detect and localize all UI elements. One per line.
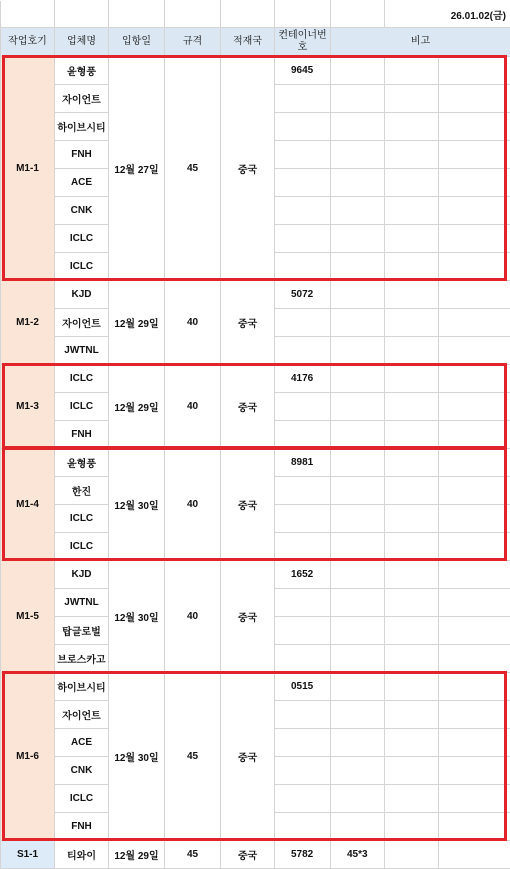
remark-cell	[439, 85, 510, 113]
origin-cell: 중국	[221, 561, 275, 673]
company-cell: ICLC	[55, 225, 109, 253]
remark-cell	[385, 141, 439, 169]
remark-cell	[439, 449, 510, 477]
remark-cell	[439, 561, 510, 589]
table-row	[1, 57, 510, 85]
remark-cell	[331, 337, 385, 365]
container-cell	[275, 701, 331, 729]
arrival-cell: 12월 29일	[109, 365, 165, 449]
table-row	[1, 281, 510, 309]
remark-cell	[331, 57, 385, 85]
spec-cell: 40	[165, 281, 221, 365]
remark-cell	[331, 393, 385, 421]
container-cell	[275, 785, 331, 813]
header-company: 업체명	[55, 28, 109, 57]
origin-cell: 중국	[221, 365, 275, 449]
remark-cell	[385, 589, 439, 617]
remark-cell	[385, 197, 439, 225]
remark-cell	[385, 421, 439, 449]
container-cell: 0515	[275, 673, 331, 701]
remark-cell	[439, 505, 510, 533]
remark-cell	[331, 225, 385, 253]
remark-cell	[439, 113, 510, 141]
company-cell: ICLC	[55, 785, 109, 813]
container-cell	[275, 589, 331, 617]
container-cell	[275, 113, 331, 141]
container-cell: 5072	[275, 281, 331, 309]
remark-cell	[331, 729, 385, 757]
remark-cell	[331, 617, 385, 645]
company-cell: 윤형풍	[55, 449, 109, 477]
arrival-cell: 12월 29일	[109, 841, 165, 869]
spec-cell: 40	[165, 449, 221, 561]
table-row	[1, 449, 510, 477]
container-cell	[275, 253, 331, 281]
remark-cell	[385, 225, 439, 253]
remark-cell	[331, 449, 385, 477]
remark-cell	[385, 393, 439, 421]
company-cell: ICLC	[55, 533, 109, 561]
company-cell: 자이언트	[55, 701, 109, 729]
company-cell: 자이언트	[55, 309, 109, 337]
spec-cell: 40	[165, 561, 221, 673]
remark-cell	[331, 701, 385, 729]
container-cell	[275, 477, 331, 505]
process-cell: M1-4	[1, 449, 55, 561]
process-cell: M1-1	[1, 57, 55, 281]
container-cell	[275, 141, 331, 169]
container-cell	[275, 813, 331, 841]
remark-cell	[331, 673, 385, 701]
remark-cell	[331, 813, 385, 841]
container-cell: 9645	[275, 57, 331, 85]
container-cell	[275, 393, 331, 421]
origin-cell: 중국	[221, 841, 275, 869]
remark-cell	[331, 85, 385, 113]
container-cell	[275, 729, 331, 757]
remark-cell	[439, 757, 510, 785]
remark-cell	[385, 253, 439, 281]
company-cell: FNH	[55, 421, 109, 449]
remark-cell	[331, 421, 385, 449]
company-cell: JWTNL	[55, 589, 109, 617]
arrival-cell: 12월 29일	[109, 281, 165, 365]
report-date: 26.01.02(금)	[385, 1, 510, 28]
container-cell	[275, 197, 331, 225]
remark-cell	[331, 757, 385, 785]
remark-cell	[331, 505, 385, 533]
remark-cell	[439, 393, 510, 421]
origin-cell: 중국	[221, 449, 275, 561]
header-origin: 적재국	[221, 28, 275, 57]
container-cell	[275, 645, 331, 673]
remark-cell	[385, 477, 439, 505]
company-cell: 티와이	[55, 841, 109, 869]
remark-cell	[439, 533, 510, 561]
company-cell: 윤형풍	[55, 57, 109, 85]
header-remarks: 비고	[331, 28, 510, 57]
container-cell	[275, 757, 331, 785]
remark-cell	[439, 169, 510, 197]
company-cell: 탑글로벌	[55, 617, 109, 645]
remark-cell	[331, 533, 385, 561]
remark-cell	[439, 729, 510, 757]
remark-cell	[385, 113, 439, 141]
remark-cell	[439, 57, 510, 85]
remark-cell	[439, 365, 510, 393]
company-cell: CNK	[55, 197, 109, 225]
remark-cell	[331, 113, 385, 141]
spec-cell: 40	[165, 365, 221, 449]
remark-cell	[385, 85, 439, 113]
remark-cell	[385, 533, 439, 561]
remark-cell	[439, 645, 510, 673]
remark-cell	[331, 477, 385, 505]
remark-cell	[385, 617, 439, 645]
company-cell: ICLC	[55, 505, 109, 533]
container-cell: 8981	[275, 449, 331, 477]
company-cell: KJD	[55, 561, 109, 589]
remark-cell	[385, 785, 439, 813]
container-cell	[275, 505, 331, 533]
remark-cell	[385, 365, 439, 393]
process-cell: M1-3	[1, 365, 55, 449]
company-cell: FNH	[55, 141, 109, 169]
remark-cell	[439, 225, 510, 253]
remark-cell	[385, 729, 439, 757]
container-cell	[275, 421, 331, 449]
company-cell: 브로스카고	[55, 645, 109, 673]
remark-cell	[439, 617, 510, 645]
company-cell: ACE	[55, 169, 109, 197]
remark-cell	[439, 421, 510, 449]
remark-cell	[439, 673, 510, 701]
remark-cell	[385, 169, 439, 197]
arrival-cell: 12월 30일	[109, 561, 165, 673]
header-arrival: 입항일	[109, 28, 165, 57]
remark-cell	[331, 589, 385, 617]
remark-cell	[439, 813, 510, 841]
spec-cell: 45	[165, 841, 221, 869]
remark-cell	[439, 589, 510, 617]
remark-cell	[331, 645, 385, 673]
remark-cell	[385, 57, 439, 85]
company-cell: 자이언트	[55, 85, 109, 113]
remark-cell	[331, 253, 385, 281]
company-cell: FNH	[55, 813, 109, 841]
origin-cell: 중국	[221, 673, 275, 841]
table-row	[1, 673, 510, 701]
remark-cell: 45*3	[331, 841, 385, 869]
remark-cell	[385, 841, 439, 869]
remark-cell	[439, 701, 510, 729]
header-row	[1, 28, 510, 57]
company-cell: 하이브시티	[55, 113, 109, 141]
process-cell: M1-6	[1, 673, 55, 841]
process-cell: M1-5	[1, 561, 55, 673]
remark-cell	[385, 505, 439, 533]
remark-cell	[331, 561, 385, 589]
remark-cell	[439, 253, 510, 281]
remark-cell	[331, 197, 385, 225]
remark-cell	[331, 169, 385, 197]
container-cell	[275, 169, 331, 197]
arrival-cell: 12월 30일	[109, 449, 165, 561]
container-cell: 1652	[275, 561, 331, 589]
remark-cell	[331, 309, 385, 337]
header-container: 컨테이너번호	[275, 28, 331, 57]
remark-cell	[385, 309, 439, 337]
company-cell: ICLC	[55, 365, 109, 393]
company-cell: CNK	[55, 757, 109, 785]
company-cell: ICLC	[55, 253, 109, 281]
remark-cell	[439, 309, 510, 337]
remark-cell	[385, 337, 439, 365]
company-cell: ACE	[55, 729, 109, 757]
remark-cell	[385, 813, 439, 841]
container-cell	[275, 337, 331, 365]
remark-cell	[439, 841, 510, 869]
remark-cell	[439, 197, 510, 225]
container-cell	[275, 617, 331, 645]
remark-cell	[439, 141, 510, 169]
container-cell	[275, 309, 331, 337]
container-cell: 5782	[275, 841, 331, 869]
remark-cell	[385, 757, 439, 785]
company-cell: 한진	[55, 477, 109, 505]
spec-cell: 45	[165, 57, 221, 281]
origin-cell: 중국	[221, 57, 275, 281]
remark-cell	[385, 281, 439, 309]
origin-cell: 중국	[221, 281, 275, 365]
header-process: 작업호기	[1, 28, 55, 57]
remark-cell	[331, 141, 385, 169]
remark-cell	[331, 785, 385, 813]
container-cell: 4176	[275, 365, 331, 393]
container-cell	[275, 85, 331, 113]
table-row	[1, 365, 510, 393]
company-cell: ICLC	[55, 393, 109, 421]
remark-cell	[385, 673, 439, 701]
remark-cell	[439, 281, 510, 309]
remark-cell	[439, 477, 510, 505]
header-spec: 규격	[165, 28, 221, 57]
arrival-cell: 12월 30일	[109, 673, 165, 841]
remark-cell	[439, 785, 510, 813]
remark-cell	[331, 365, 385, 393]
remark-cell	[385, 645, 439, 673]
remark-cell	[385, 701, 439, 729]
spec-cell: 45	[165, 673, 221, 841]
container-cell	[275, 533, 331, 561]
table-row	[1, 561, 510, 589]
company-cell: JWTNL	[55, 337, 109, 365]
remark-cell	[385, 449, 439, 477]
remark-cell	[331, 281, 385, 309]
arrival-cell: 12월 27일	[109, 57, 165, 281]
table-row	[1, 841, 510, 869]
company-cell: 하이브시티	[55, 673, 109, 701]
process-cell: S1-1	[1, 841, 55, 869]
container-cell	[275, 225, 331, 253]
remark-cell	[439, 337, 510, 365]
company-cell: KJD	[55, 281, 109, 309]
remark-cell	[385, 561, 439, 589]
process-cell: M1-2	[1, 281, 55, 365]
